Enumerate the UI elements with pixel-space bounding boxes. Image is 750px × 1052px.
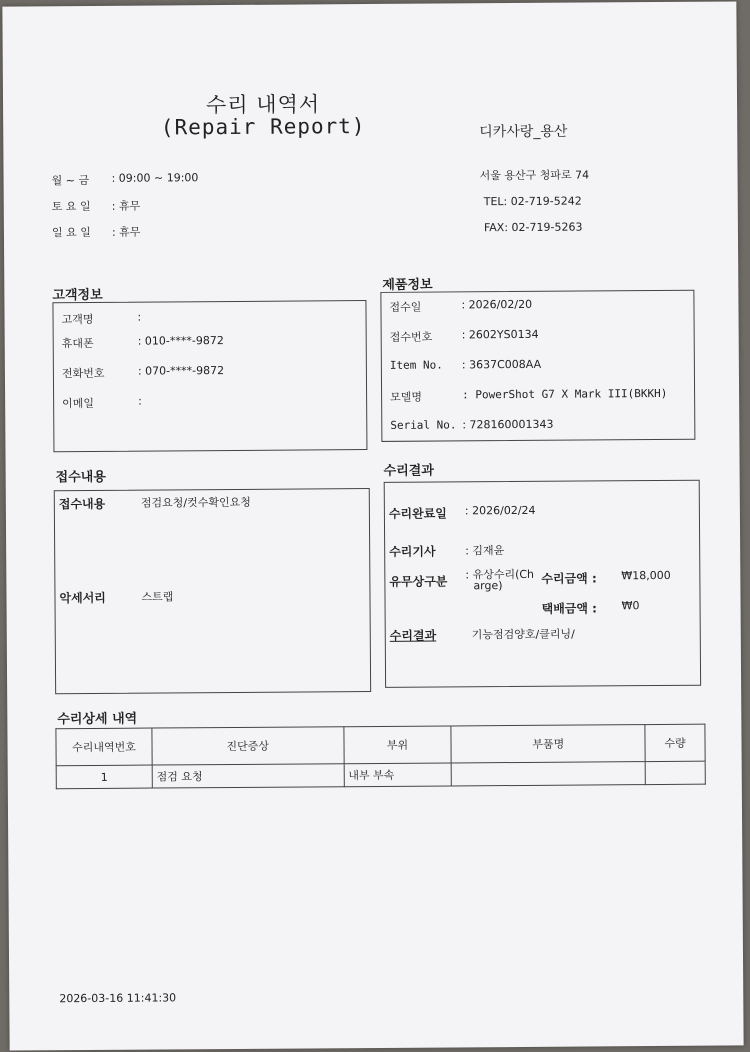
reception-content-value: 점검요청/컷수확인요청 [140, 495, 251, 510]
product-serial-label: Serial No. [390, 418, 457, 432]
hours-weekday-value: : 09:00 ~ 19:00 [111, 171, 199, 185]
hours-sunday-label: 일 요 일 [51, 225, 91, 240]
detail-col-part-name: 부품명 [451, 725, 645, 763]
detail-col-no: 수리내역번호 [56, 728, 152, 766]
detail-heading: 수리상세 내역 [57, 711, 138, 728]
hours-weekday-label: 월 ~ 금 [51, 173, 90, 188]
store-address: 서울 용산구 청파로 74 [479, 168, 590, 183]
result-done-date-value: : 2026/02/24 [464, 503, 536, 518]
result-summary-label: 수리결과 [389, 628, 437, 643]
store-tel: TEL: 02-719-5242 [483, 194, 582, 209]
reception-box [54, 488, 371, 694]
result-shipping-label: 택배금액 : [541, 601, 597, 616]
customer-heading: 고객정보 [52, 287, 103, 304]
product-received-date-value: : 2026/02/20 [461, 297, 533, 312]
product-model-label: 모델명 [390, 390, 423, 404]
table-row [56, 761, 705, 789]
result-paid-type-value-cont: arge) [473, 579, 503, 593]
reception-accessory-label: 악세서리 [59, 590, 106, 606]
detail-header-row [56, 724, 705, 766]
printed-timestamp: 2026-03-16 11:41:30 [59, 991, 177, 1006]
result-amount-label: 수리금액 : [541, 571, 597, 586]
detail-col-symptom: 진단증상 [152, 727, 344, 765]
customer-email-label: 이메일 [62, 396, 95, 411]
hours-saturday-value: : 휴무 [111, 199, 141, 213]
repair-report-paper [2, 1, 743, 1050]
product-serial-value: : 728160001343 [462, 417, 554, 432]
result-paid-type-label: 유무상구분 [389, 574, 448, 589]
customer-box [52, 300, 367, 452]
customer-name-label: 고객명 [61, 312, 94, 327]
customer-name-value: : [137, 310, 142, 324]
detail-table [55, 724, 705, 790]
customer-mobile-value: : 010-****-9872 [137, 334, 224, 348]
customer-phone-label: 전화번호 [61, 366, 105, 381]
result-box [384, 480, 701, 688]
detail-col-part-area: 부위 [343, 726, 451, 764]
product-heading: 제품정보 [382, 277, 433, 293]
product-item-no-value: : 3637C008AA [461, 357, 542, 372]
result-technician-value: : 김재윤 [465, 544, 505, 558]
reception-accessory-value: 스트랩 [141, 590, 174, 604]
product-item-no-label: Item No. [389, 358, 443, 372]
result-paid-type-value: : 유상수리(Ch [465, 567, 535, 582]
result-done-date-label: 수리완료일 [388, 506, 447, 521]
detail-cell-no: 1 [56, 765, 152, 789]
product-receipt-no-label: 접수번호 [389, 330, 433, 344]
product-box [380, 290, 695, 442]
result-heading: 수리결과 [383, 463, 434, 479]
reception-content-label: 접수내용 [58, 496, 106, 512]
reception-heading: 접수내용 [55, 469, 106, 486]
customer-phone-value: : 070-****-9872 [137, 364, 225, 378]
customer-email-value: : [138, 394, 142, 408]
detail-cell-symptom: 점검 요청 [152, 764, 344, 788]
customer-mobile-label: 휴대폰 [61, 336, 94, 351]
result-technician-label: 수리기사 [389, 544, 436, 559]
title-korean: 수리 내역서 [205, 92, 321, 118]
product-receipt-no-value: : 2602YS0134 [461, 327, 539, 342]
title-english: (Repair Report) [160, 114, 366, 140]
result-summary-value: 기능점검양호/클리닝/ [471, 627, 575, 642]
detail-cell-qty [645, 761, 705, 784]
detail-cell-part-name [452, 762, 646, 786]
detail-col-qty: 수량 [645, 724, 705, 761]
hours-sunday-value: : 휴무 [111, 225, 141, 239]
store-fax: FAX: 02-719-5263 [483, 220, 583, 235]
product-received-date-label: 접수일 [389, 300, 422, 314]
detail-cell-part-area: 내부 부속 [344, 763, 452, 787]
hours-saturday-label: 토 요 일 [51, 199, 91, 214]
result-shipping-value: ₩0 [621, 599, 640, 613]
store-name: 디카사랑_용산 [479, 123, 568, 141]
product-model-value: : PowerShot G7 X Mark III(BKKH) [462, 386, 668, 402]
result-amount-value: ₩18,000 [621, 568, 671, 583]
